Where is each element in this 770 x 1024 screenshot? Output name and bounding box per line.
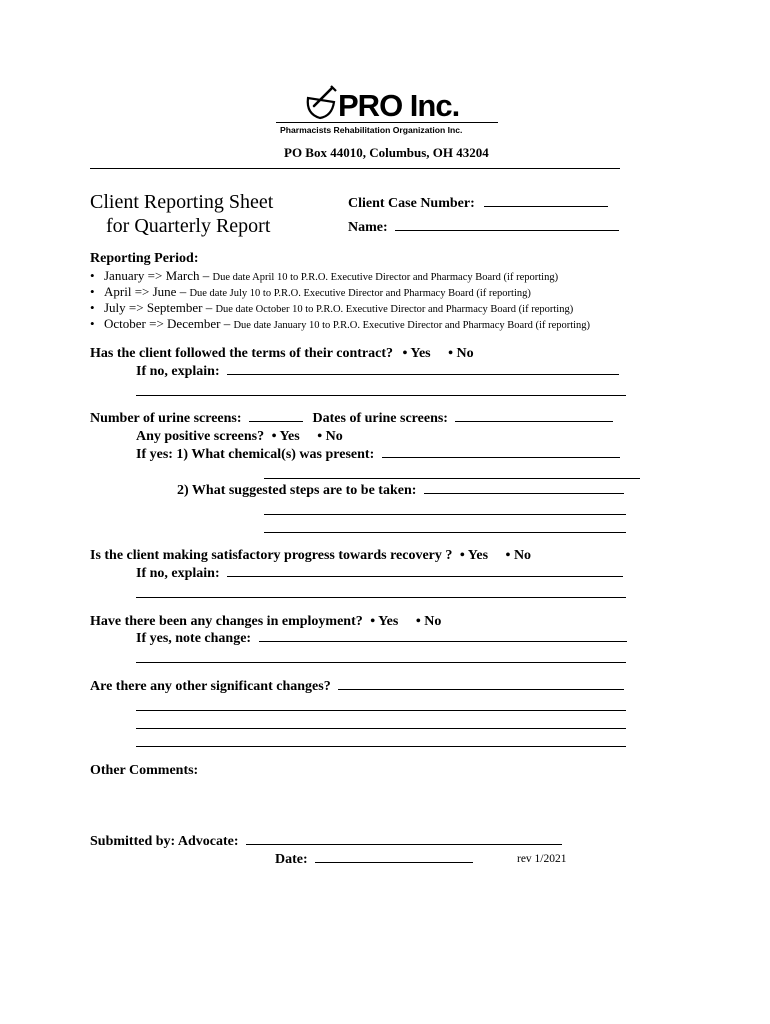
other-changes-line[interactable]: [136, 746, 626, 747]
other-comments-label: Other Comments:: [90, 763, 199, 778]
other-changes-field[interactable]: [338, 688, 624, 690]
positive-screens-question: Any positive screens?: [136, 429, 265, 444]
other-changes-row: [90, 679, 624, 695]
steps-row: [177, 483, 624, 499]
bullet: •: [448, 346, 454, 361]
contract-explain-row: [136, 364, 619, 380]
contract-no-option[interactable]: No: [456, 346, 474, 361]
advocate-field[interactable]: [246, 843, 562, 845]
header-divider: [90, 168, 620, 169]
progress-explain-label: If no, explain:: [136, 566, 220, 581]
period-range: October => December: [104, 316, 221, 331]
chemical-line[interactable]: [264, 478, 640, 479]
date-row: [275, 852, 473, 868]
employment-note-field[interactable]: [259, 640, 627, 642]
bullet: •: [370, 614, 376, 629]
period-item: • October => December – Due date January 10 to P.R.O. Executive Director and Pharmacy Board (if reporting): [90, 316, 591, 331]
bullet: •: [415, 614, 421, 629]
bullet: •: [90, 268, 95, 283]
urine-count-label: Number of urine screens:: [90, 411, 242, 426]
period-item: • January => March – Due date April 10 to P.R.O. Executive Director and Pharmacy Board (if reporting): [90, 268, 559, 283]
other-changes-line[interactable]: [136, 728, 626, 729]
employment-note-label: If yes, note change:: [136, 631, 252, 646]
client-case-number-field[interactable]: [484, 205, 608, 207]
period-item: • July => September – Due date October 10 to P.R.O. Executive Director and Pharmacy Board (if reporting): [90, 300, 574, 315]
bullet: •: [90, 300, 95, 315]
progress-no-option[interactable]: No: [513, 548, 532, 563]
contract-yes-option[interactable]: Yes: [410, 346, 431, 361]
steps-line[interactable]: [264, 514, 626, 515]
client-case-number-row: [348, 196, 608, 212]
progress-explain-field[interactable]: [227, 575, 623, 577]
chemical-row: [136, 447, 620, 463]
contract-question-row: [90, 346, 474, 362]
chemical-label: If yes: 1) What chemical(s) was present:: [136, 447, 375, 462]
bullet: •: [317, 429, 323, 444]
submitted-by-label: Submitted by: Advocate:: [90, 834, 239, 849]
progress-explain-line[interactable]: [136, 597, 626, 598]
employment-question: Have there been any changes in employment?: [90, 614, 363, 629]
period-note: Due date July 10 to P.R.O. Executive Director and Pharmacy Board (if reporting): [189, 288, 531, 299]
period-range: July => September: [104, 300, 203, 315]
bullet: •: [402, 346, 408, 361]
period-item: • April => June – Due date July 10 to P.R.O. Executive Director and Pharmacy Board (if reporting): [90, 284, 531, 299]
employment-note-line[interactable]: [136, 662, 626, 663]
submitted-by-row: [90, 834, 562, 850]
contract-explain-label: If no, explain:: [136, 364, 220, 379]
positive-yes-option[interactable]: Yes: [279, 429, 300, 444]
positive-no-option[interactable]: No: [325, 429, 343, 444]
employment-no-option[interactable]: No: [424, 614, 442, 629]
employment-question-row: [90, 614, 441, 630]
period-note: Due date January 10 to P.R.O. Executive Director and Pharmacy Board (if reporting): [233, 320, 591, 331]
period-range: January => March: [104, 268, 200, 283]
employment-yes-option[interactable]: Yes: [378, 614, 399, 629]
revision-label: rev 1/2021: [517, 853, 567, 865]
client-name-label: Name:: [348, 220, 388, 235]
contract-explain-field[interactable]: [227, 373, 619, 375]
contract-explain-line[interactable]: [136, 395, 626, 396]
reporting-period-heading: Reporting Period:: [90, 251, 199, 266]
progress-yes-option[interactable]: Yes: [467, 548, 489, 563]
progress-explain-row: [136, 566, 623, 582]
contract-question: Has the client followed the terms of their contract?: [90, 346, 393, 361]
logo-subtitle: Pharmacists Rehabilitation Organization Inc.: [280, 125, 463, 135]
urine-dates-label: Dates of urine screens:: [312, 411, 448, 426]
pestle-icon: [302, 84, 342, 124]
employment-note-row: [136, 631, 627, 647]
logo-rule: [276, 122, 498, 123]
client-name-field[interactable]: [395, 229, 619, 231]
client-case-number-label: Client Case Number:: [348, 196, 475, 211]
urine-count-field[interactable]: [249, 420, 303, 422]
progress-question: Is the client making satisfactory progress towards recovery ?: [90, 548, 453, 563]
logo-wordmark: PRO Inc.: [338, 88, 460, 123]
date-field[interactable]: [315, 861, 473, 863]
other-changes-line[interactable]: [136, 710, 626, 711]
form-title-line1: Client Reporting Sheet: [90, 191, 274, 213]
form-title-line2: for Quarterly Report: [106, 215, 271, 237]
bullet: •: [90, 316, 95, 331]
period-note: Due date October 10 to P.R.O. Executive Director and Pharmacy Board (if reporting): [215, 304, 574, 315]
period-range: April => June: [104, 284, 177, 299]
urine-dates-field[interactable]: [455, 420, 613, 422]
client-name-row: [348, 220, 619, 236]
positive-screens-row: [136, 429, 343, 445]
period-note: Due date April 10 to P.R.O. Executive Director and Pharmacy Board (if reporting): [212, 272, 559, 283]
urine-screens-row: [90, 411, 613, 427]
bullet: •: [271, 429, 277, 444]
bullet: •: [459, 548, 465, 563]
chemical-field[interactable]: [382, 456, 620, 458]
logo: [276, 82, 498, 140]
other-changes-question: Are there any other significant changes?: [90, 679, 331, 694]
steps-line[interactable]: [264, 532, 626, 533]
steps-field[interactable]: [424, 492, 624, 494]
bullet: •: [505, 548, 511, 563]
address: PO Box 44010, Columbus, OH 43204: [284, 145, 489, 160]
steps-label: 2) What suggested steps are to be taken:: [177, 483, 417, 498]
date-label: Date:: [275, 852, 308, 867]
progress-question-row: [90, 548, 531, 564]
bullet: •: [90, 284, 95, 299]
